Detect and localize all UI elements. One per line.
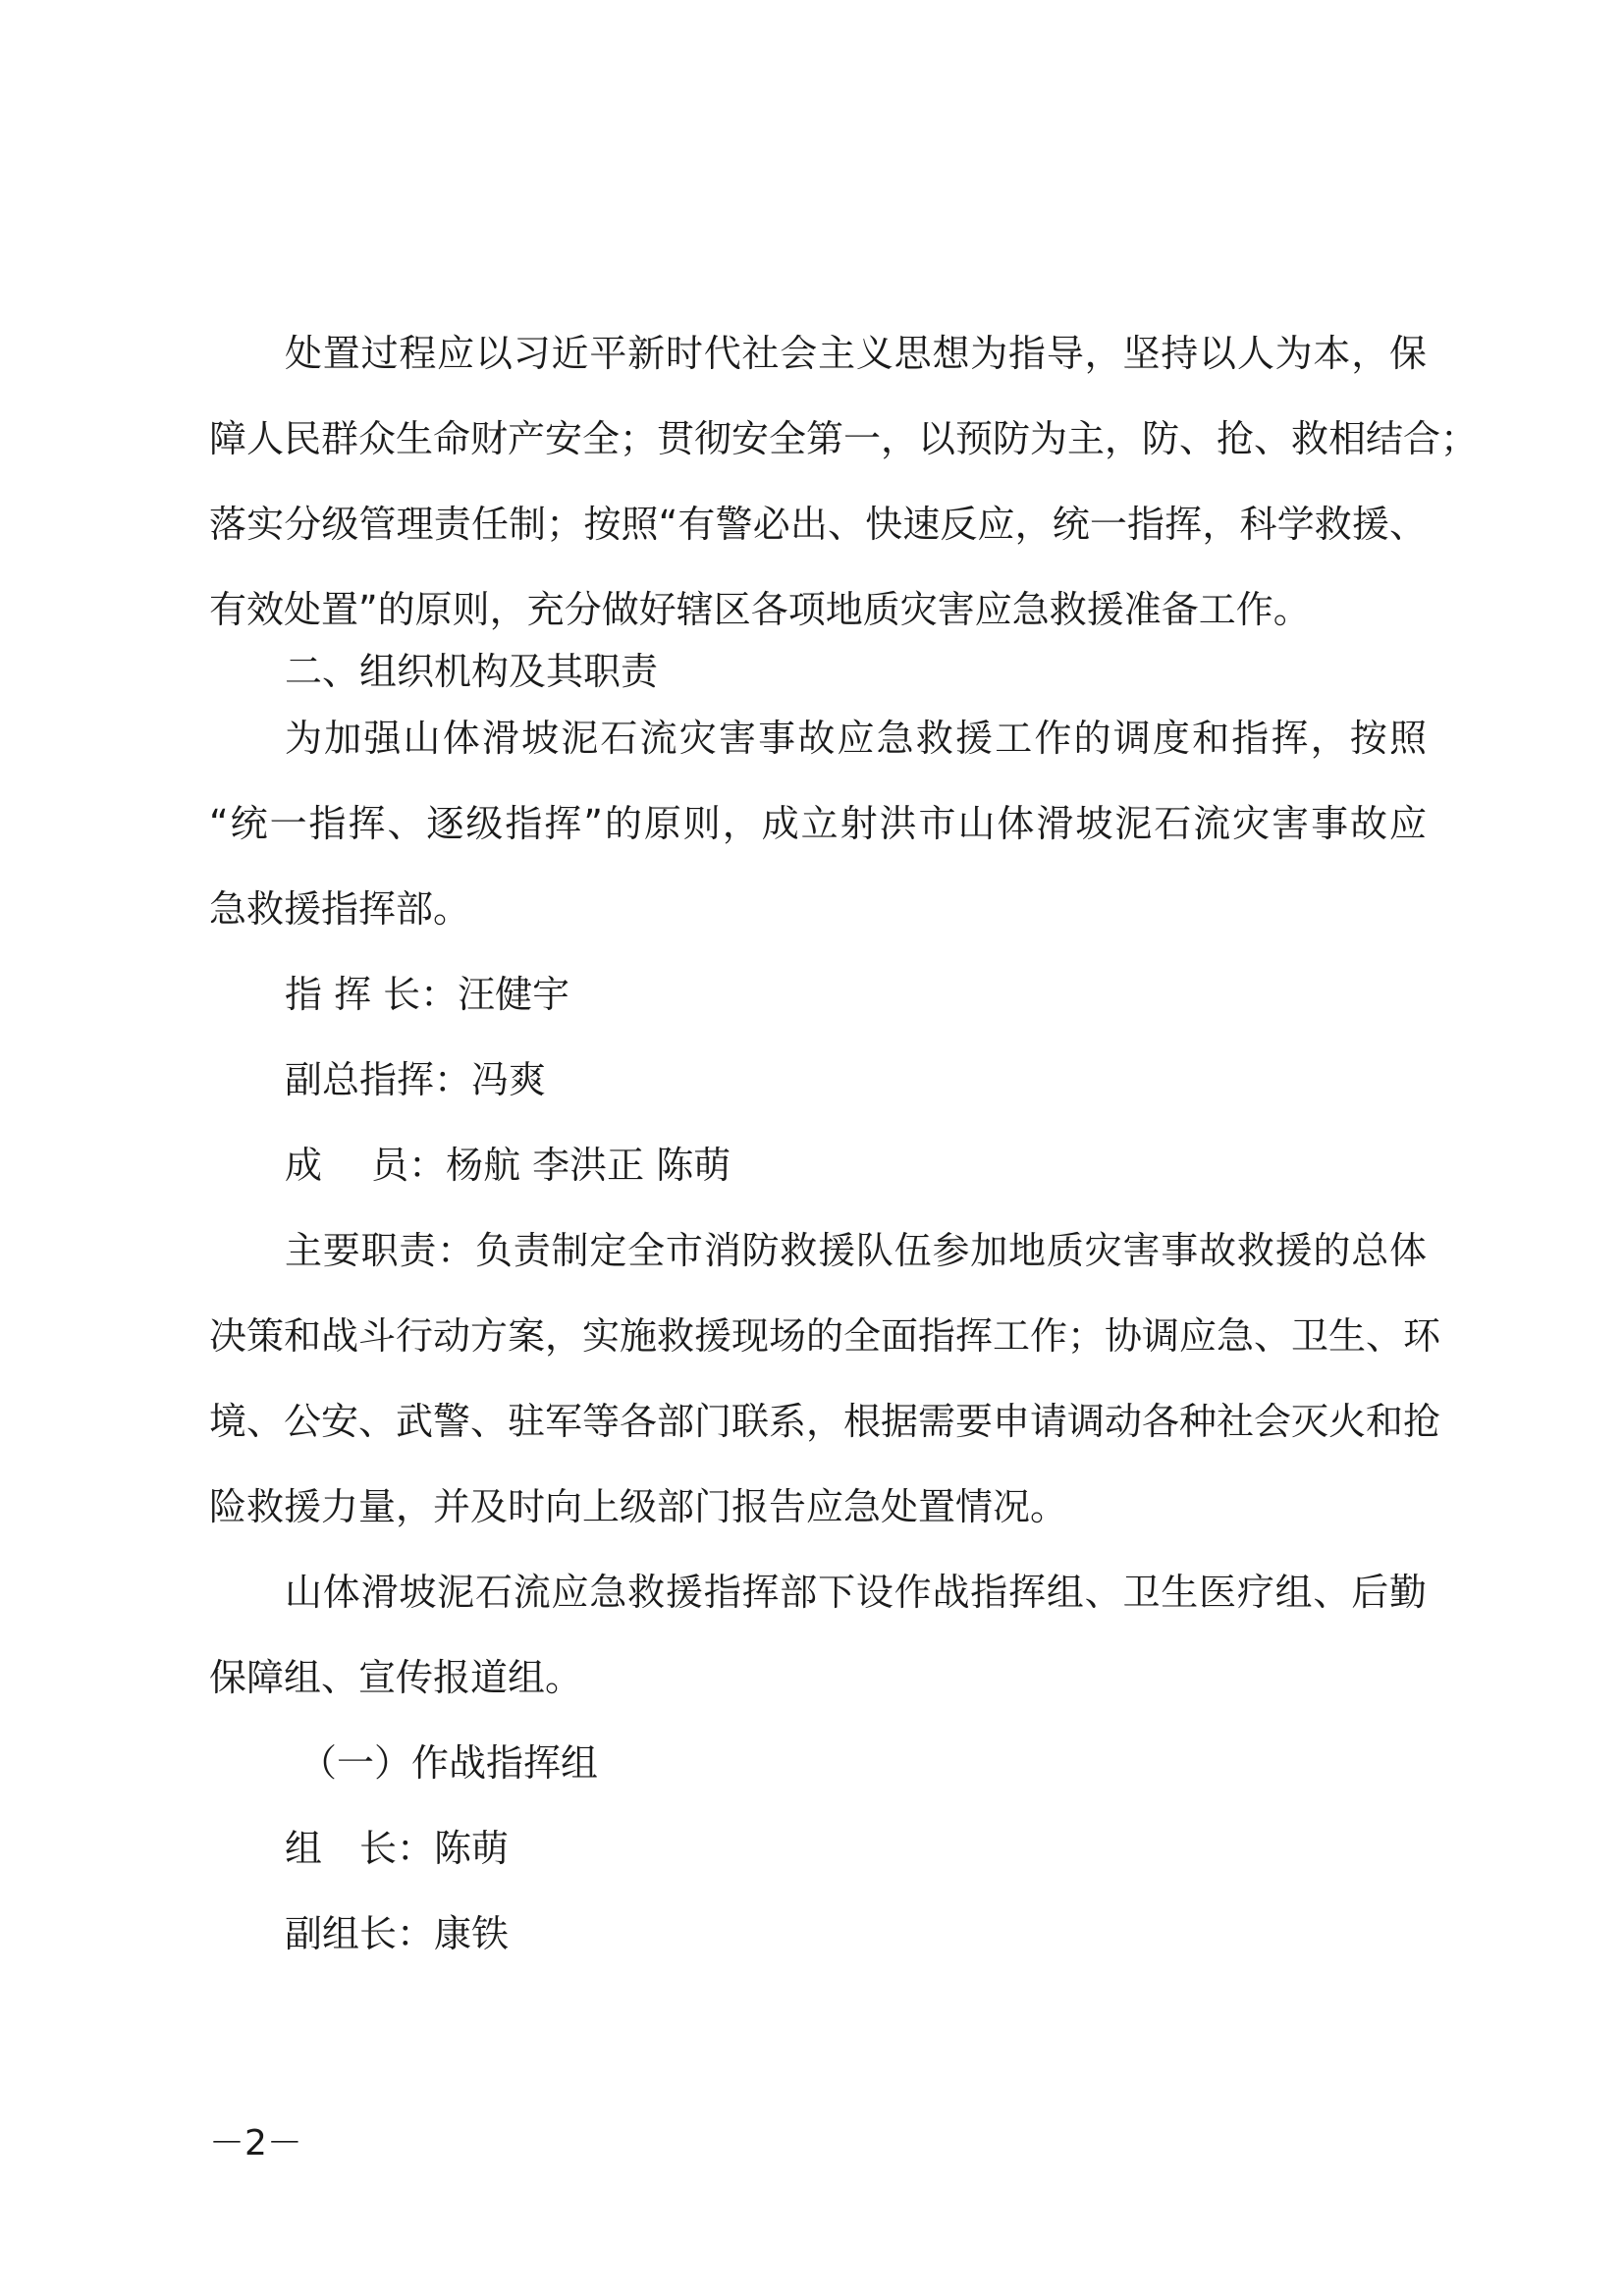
paragraph-line: 落实分级管理责任制；按照“有警必出、快速反应，统一指挥，科学救援、 [209,503,1427,546]
deputy-commander-line: 副总指挥：冯爽 [285,1058,547,1101]
paragraph-line: 险救援力量，并及时向上级部门报告应急处置情况。 [209,1485,1068,1528]
paragraph-line: 主要职责：负责制定全市消防救援队伍参加地质灾害事故救援的总体 [285,1229,1427,1272]
page-number: －2－ [209,2123,302,2163]
paragraph-line: 处置过程应以习近平新时代社会主义思想为指导，坚持以人为本，保 [285,332,1427,375]
section-heading: 二、组织机构及其职责 [285,650,659,693]
paragraph-line: “统一指挥、逐级指挥”的原则，成立射洪市山体滑坡泥石流灾害事故应 [209,802,1427,845]
paragraph-line: 境、公安、武警、驻军等各部门联系，根据需要申请调动各种社会灭火和抢 [209,1400,1441,1443]
group-leader-line: 组 长：陈萌 [285,1827,510,1870]
paragraph-line: 保障组、宣传报道组。 [209,1656,583,1699]
paragraph-line: 决策和战斗行动方案，实施救援现场的全面指挥工作；协调应急、卫生、环 [209,1314,1441,1358]
paragraph-line: 为加强山体滑坡泥石流灾害事故应急救援工作的调度和指挥，按照 [285,717,1427,760]
paragraph-line: 急救援指挥部。 [209,887,471,931]
members-line: 成 员：杨航 李洪正 陈萌 [285,1144,731,1187]
subsection-heading: （一）作战指挥组 [299,1741,599,1785]
commander-line: 指 挥 长：汪健宇 [285,973,570,1016]
paragraph-line: 有效处置”的原则，充分做好辖区各项地质灾害应急救援准备工作。 [209,588,1311,631]
paragraph-line: 障人民群众生命财产安全；贯彻安全第一，以预防为主，防、抢、救相结合； [209,417,1479,460]
deputy-group-leader-line: 副组长：康铁 [285,1912,510,1955]
paragraph-line: 山体滑坡泥石流应急救援指挥部下设作战指挥组、卫生医疗组、后勤 [285,1571,1427,1614]
